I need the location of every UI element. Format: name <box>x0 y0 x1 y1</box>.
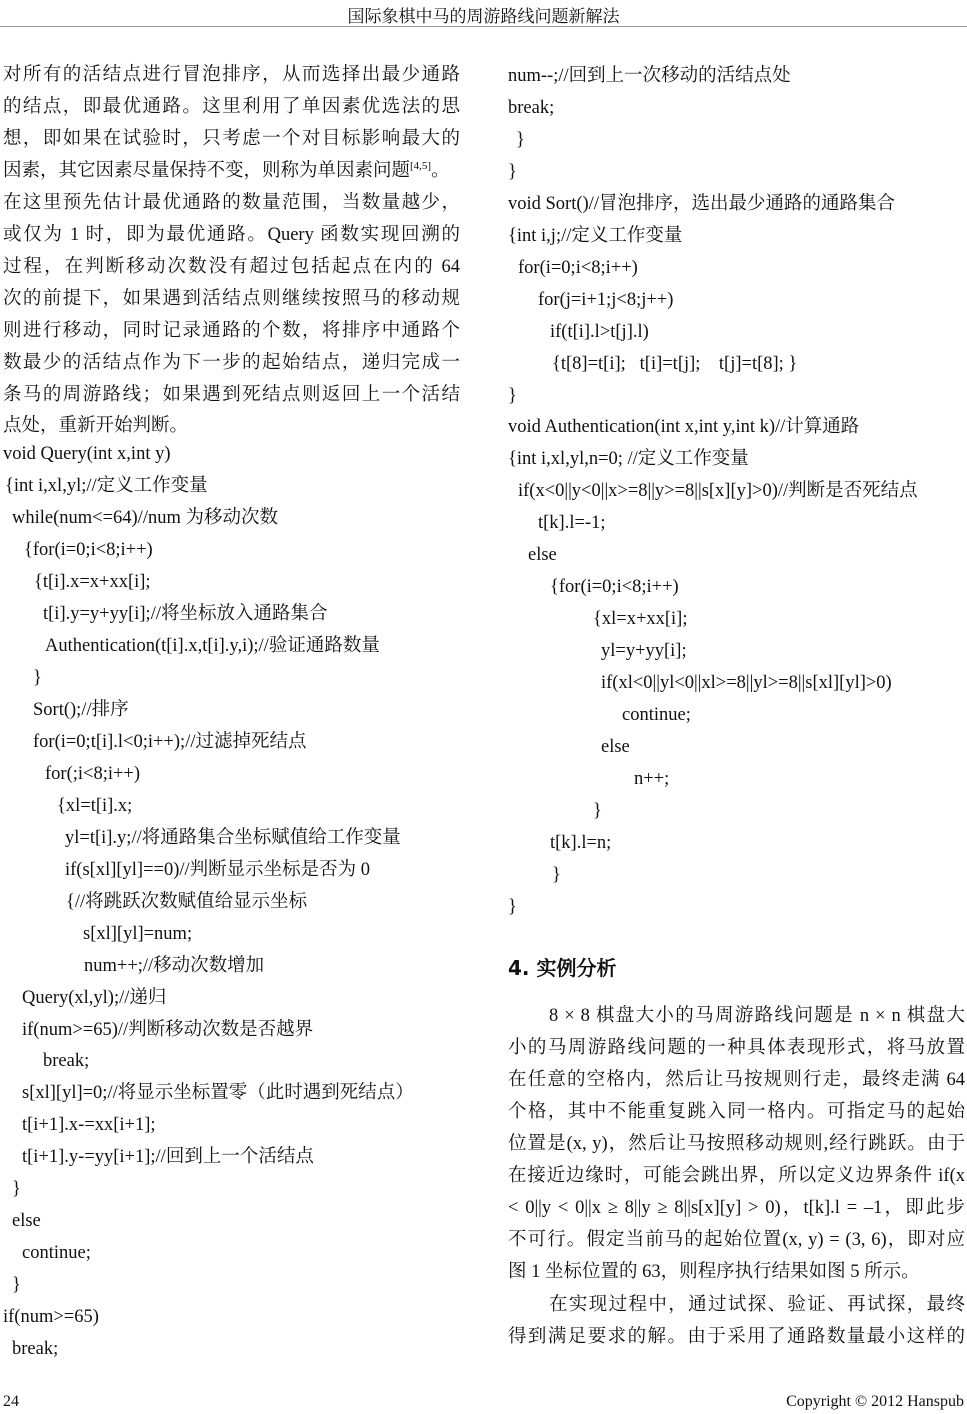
page-number: 24 <box>3 1393 19 1410</box>
code-line: } <box>12 1275 21 1296</box>
code-line: if(x<0||y<0||x>=8||y>=8||s[x][y]>0)//判断是否死结点 <box>518 481 918 502</box>
code-line: else <box>528 545 557 566</box>
paragraph-line: 条马的周游路线；如果遇到死结点则返回上一个活结 <box>3 384 460 405</box>
paragraph-line <box>3 155 460 187</box>
paragraph-line: < 0||y < 0||x ≥ 8||y ≥ 8||s[x][y] > 0)，t[k].l = –1，即此步 <box>508 1197 965 1218</box>
code-line: {xl=x+xx[i]; <box>593 609 688 630</box>
paragraph-line: 8 × 8 棋盘大小的马周游路线问题是 n × n 棋盘大 <box>549 1006 965 1026</box>
code-line: } <box>552 864 561 885</box>
code-line: break; <box>508 97 555 118</box>
code-line: t[k].l=-1; <box>538 513 606 534</box>
code-line: {for(i=0;i<8;i++) <box>24 540 153 561</box>
section-heading: 4. 实例分析 <box>508 956 617 980</box>
code-line: } <box>33 668 42 689</box>
code-line: } <box>516 129 525 150</box>
code-line: s[xl][yl]=num; <box>83 923 193 944</box>
code-line: if(s[xl][yl]==0)//判断显示坐标是否为 0 <box>65 859 371 880</box>
code-line: if(num>=65)//判断移动次数是否越界 <box>22 1019 314 1040</box>
code-line: yl=t[i].y;//将通路集合坐标赋值给工作变量 <box>65 827 401 848</box>
code-line: } <box>508 896 517 917</box>
code-line: for(i=0;t[i].l<0;i++);//过滤掉死结点 <box>33 731 307 752</box>
code-line: if(t[i].l>t[j].l) <box>550 321 649 342</box>
code-line: continue; <box>622 705 691 725</box>
paragraph-line: 图 1 坐标位置的 63，则程序执行结果如图 5 所示。 <box>508 1261 920 1282</box>
paragraph-line: 则进行移动，同时记录通路的个数，将排序中通路个 <box>3 320 460 341</box>
code-line: {//将跳跃次数赋值给显示坐标 <box>66 891 308 912</box>
code-line: {int i,xl,yl;//定义工作变量 <box>5 476 208 497</box>
code-line: void Authentication(int x,int y,int k)//计算通路 <box>508 417 860 438</box>
code-line: Sort();//排序 <box>33 700 129 720</box>
code-line: for(i=0;i<8;i++) <box>518 257 638 278</box>
code-line: while(num<=64)//num 为移动次数 <box>12 508 278 529</box>
code-line: t[i+1].y-=yy[i+1];//回到上一个活结点 <box>22 1147 314 1168</box>
code-line: else <box>601 736 630 757</box>
code-line: if(num>=65) <box>3 1307 99 1328</box>
paragraph-line: 不可行。假定当前马的起始位置(x, y) = (3, 6)，即对应 <box>508 1229 965 1250</box>
code-line: s[xl][yl]=0;//将显示坐标置零（此时遇到死结点） <box>22 1083 414 1104</box>
paragraph-line: 在这里预先估计最优通路的数量范围，当数量越少， <box>3 192 460 213</box>
paragraph-line: 过程，在判断移动次数没有超过包括起点在内的 64 <box>3 256 460 277</box>
header-rule <box>0 26 967 27</box>
code-line: Authentication(t[i].x,t[i].y,i);//验证通路数量 <box>45 636 380 657</box>
code-line: if(xl<0||yl<0||xl>=8||yl>=8||s[xl][yl]>0) <box>601 673 892 694</box>
code-line: {t[i].x=x+xx[i]; <box>34 572 151 593</box>
code-line: } <box>508 385 517 406</box>
code-line: n++; <box>634 768 670 789</box>
code-line: for(j=i+1;j<8;j++) <box>538 289 674 310</box>
paragraph-line: 对所有的活结点进行冒泡排序，从而选择出最少通路 <box>3 65 460 85</box>
paragraph-line: 或仅为 1 时，即为最优通路。Query 函数实现回溯的 <box>3 224 460 245</box>
code-line: } <box>12 1179 21 1200</box>
code-line: num--;//回到上一次移动的活结点处 <box>508 66 791 86</box>
paragraph-line: 位置是(x, y)，然后让马按照移动规则,经行跳跃。由于 <box>508 1133 965 1154</box>
code-line: Query(xl,yl);//递归 <box>22 987 167 1008</box>
paragraph-line: 次的前提下，如果遇到活结点则继续按照马的移动规 <box>3 288 460 309</box>
code-line: {xl=t[i].x; <box>57 795 133 816</box>
paragraph-line: 小的马周游路线问题的一种具体表现形式，将马放置 <box>508 1037 965 1058</box>
code-line: t[i].y=y+yy[i];//将坐标放入通路集合 <box>43 604 328 625</box>
code-line: {int i,j;//定义工作变量 <box>508 225 683 246</box>
copyright: Copyright © 2012 Hanspub <box>786 1393 964 1410</box>
citation: [4,5] <box>410 159 432 172</box>
paragraph-line: 在实现过程中，通过试探、验证、再试探，最终 <box>549 1294 965 1315</box>
code-line: for(;i<8;i++) <box>45 763 141 784</box>
punctuation: 。 <box>431 160 450 181</box>
code-line: yl=y+yy[i]; <box>601 641 687 662</box>
paragraph-line: 个格，其中不能重复跳入同一格内。可指定马的起始 <box>508 1101 965 1122</box>
code-line: {int i,xl,yl,n=0; //定义工作变量 <box>508 449 749 470</box>
code-line: } <box>593 800 602 821</box>
code-line: break; <box>43 1051 90 1072</box>
paragraph-line: 在任意的空格内，然后让马按规则行走，最终走满 64 <box>508 1069 965 1090</box>
code-line: {for(i=0;i<8;i++) <box>550 577 679 598</box>
code-line: num++;//移动次数增加 <box>84 955 265 976</box>
text: 因素，其它因素尽量保持不变，则称为单因素问题 <box>3 160 411 181</box>
paragraph-line: 得到满足要求的解。由于采用了通路数量最小这样的 <box>508 1326 965 1347</box>
code-line: else <box>12 1211 41 1232</box>
running-header: 国际象棋中马的周游路线问题新解法 <box>347 7 620 26</box>
code-line: t[k].l=n; <box>550 832 612 853</box>
paragraph-line: 点处，重新开始判断。 <box>3 416 189 437</box>
paragraph-line: 数最少的活结点作为下一步的起始结点，递归完成一 <box>3 352 460 373</box>
paragraph-line: 想，即如果在试验时，只考虑一个对目标影响最大的 <box>3 128 460 149</box>
code-line: {t[8]=t[i]; t[i]=t[j]; t[j]=t[8]; } <box>552 353 798 374</box>
code-line: void Query(int x,int y) <box>3 444 171 465</box>
paragraph-line: 在接近边缘时，可能会跳出界，所以定义边界条件 if(x <box>508 1165 965 1186</box>
code-line: continue; <box>22 1243 91 1264</box>
code-line: break; <box>12 1339 59 1359</box>
paragraph-line: 的结点，即最优通路。这里利用了单因素优选法的思 <box>3 96 460 117</box>
code-line: t[i+1].x-=xx[i+1]; <box>22 1115 156 1136</box>
code-line: } <box>508 161 517 182</box>
code-line: void Sort()//冒泡排序，选出最少通路的通路集合 <box>508 193 895 214</box>
